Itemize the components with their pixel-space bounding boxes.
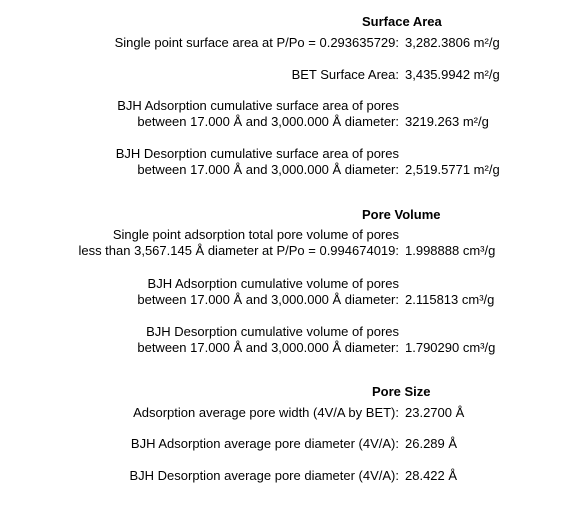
bjh-desorption-surface-area-label-line2: between 17.000 Å and 3,000.000 Å diameter: [137, 162, 399, 177]
bjh-adsorption-surface-area-label-line2: between 17.000 Å and 3,000.000 Å diameter: [137, 114, 399, 129]
bjh-adsorption-surface-area-label-line1: BJH Adsorption cumulative surface area of pores [117, 98, 399, 113]
bjh-desorption-volume-label-line2: between 17.000 Å and 3,000.000 Å diameter: [137, 340, 399, 355]
adsorption-average-pore-width-value: 23.2700 Å [405, 405, 465, 420]
pore-size-heading: Pore Size [372, 384, 431, 399]
bjh-adsorption-surface-area-value: 3219.263 m²/g [405, 114, 489, 129]
pore-volume-heading: Pore Volume [362, 207, 441, 222]
bjh-adsorption-volume-label-line2: between 17.000 Å and 3,000.000 Å diameter: [137, 292, 399, 307]
bjh-desorption-pore-diameter-label: BJH Desorption average pore diameter (4V/A): [129, 468, 399, 483]
bjh-desorption-volume-label-line1: BJH Desorption cumulative volume of pores [146, 324, 399, 339]
bjh-adsorption-volume-value: 2.115813 cm³/g [405, 292, 495, 307]
single-point-pore-volume-value: 1.998888 cm³/g [405, 243, 496, 258]
single-point-surface-area-value: 3,282.3806 m²/g [405, 35, 500, 50]
bjh-desorption-surface-area-value: 2,519.5771 m²/g [405, 162, 500, 177]
bjh-adsorption-pore-diameter-value: 26.289 Å [405, 436, 458, 451]
bjh-adsorption-volume-label-line1: BJH Adsorption cumulative volume of pores [147, 276, 399, 291]
bjh-desorption-surface-area-label-line1: BJH Desorption cumulative surface area of pores [115, 146, 399, 161]
bjh-desorption-pore-diameter-value: 28.422 Å [405, 468, 458, 483]
single-point-pore-volume-label-line1: Single point adsorption total pore volume of pores [112, 227, 399, 242]
single-point-surface-area-label: Single point surface area at P/Po = 0.293635729: [114, 35, 399, 50]
bet-surface-area-value: 3,435.9942 m²/g [405, 67, 500, 82]
bet-surface-area-label: BET Surface Area: [291, 67, 399, 82]
single-point-pore-volume-label-line2: less than 3,567.145 Å diameter at P/Po = 0.994674019: [78, 243, 399, 258]
bjh-adsorption-pore-diameter-label: BJH Adsorption average pore diameter (4V/A): [130, 436, 399, 451]
adsorption-average-pore-width-label: Adsorption average pore width (4V/A by BET): [133, 405, 399, 420]
bjh-desorption-volume-value: 1.790290 cm³/g [405, 340, 496, 355]
surface-area-heading: Surface Area [362, 14, 442, 29]
